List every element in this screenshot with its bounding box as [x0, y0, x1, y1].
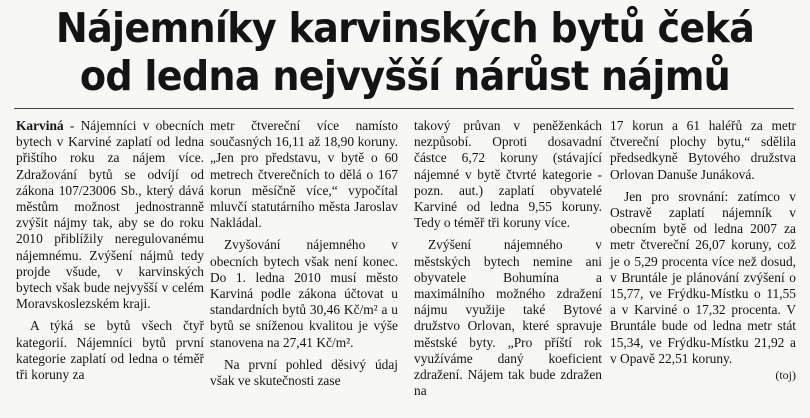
- article-column-2: [210, 118, 398, 389]
- paragraph: [210, 237, 398, 350]
- paragraph: [16, 118, 204, 312]
- article-column-1: [16, 118, 204, 383]
- paragraph-text: - Nájemníci v obecních bytech v Karviné zaplatí od ledna přištího roku za nájem více. Zdražování bytů se odvíjí od zákona 107/23006 Sb., který dává městům možnost jednostranně zvýšit nájmy tak, aby se do roku 2010 přiblížily neregulovanému nájemnému. Zvýšení nájmů tedy projde všude, v karvinských bytech však bude nejvyšší v celém Moravskoslezském kraji.: [16, 118, 204, 312]
- paragraph: [414, 118, 602, 231]
- paragraph-text: A týká se bytů všech čtyř kategorií. Nájemníci bytů první kategorie zaplatí od ledna o téměř tři koruny za: [16, 318, 204, 383]
- article-column-3: [414, 118, 602, 399]
- headline-line-1: Nájemníky karvinských bytů čeká: [55, 4, 755, 52]
- paragraph-text: Jen pro srovnání: zatímco v Ostravě zaplatí nájemník v obecním bytě od ledna 2007 za metr čtvereční 26,07 koruny, což je o 5,29 procenta více než dosud, v Bruntále je plánování zvýšení o 15,77, ve Frýdku-Místku o 11,55 a v Karviné o 17,32 procenta. V Bruntále bude od ledna metr stát 15,34, ve Frýdku-Místku 21,92 a v Opavě 22,51 koruny.: [610, 188, 796, 366]
- paragraph: [610, 189, 796, 367]
- paragraph-text: 17 korun a 61 haléřů za metr čtvereční plochy bytu,“ sdělila předsedkyně Bytového družstva Orlovan Danuše Junáková.: [610, 118, 796, 182]
- dateline: Karviná: [16, 118, 64, 133]
- paragraph: [610, 118, 796, 183]
- headline-line-2: od ledna nejvyšší nárůst nájmů: [79, 52, 731, 100]
- article-column-4: [610, 118, 796, 383]
- paragraph-text: Zvyšování nájemného v obecních bytech však není konec. Do 1. ledna 2010 musí město Karviná podle zákona účtovat u standardních bytů 30,46 Kč/m² a u bytů se sníženou kvalitou je výše stanovena na 27,41 Kč/m².: [210, 237, 398, 350]
- paragraph-text: metr čtvereční více namísto současných 16,11 až 18,90 koruny. „Jen pro představu, v bytě o 60 metrech čtverečních to dělá o 167 korun měsíčně více,“ vypočítal mluvčí statutárního města Jaroslav Nakládal.: [210, 118, 398, 231]
- paragraph: [414, 237, 602, 399]
- author-signature: (toj): [775, 368, 796, 383]
- paragraph: [210, 118, 398, 231]
- paragraph: [16, 318, 204, 383]
- paragraph-text: takový průvan v peněženkách nezpůsobí. Oproti dosavadní částce 6,72 koruny (stávající nájemné v bytě čtvrté kategorie - pozn. aut.) zaplatí obyvatelé Karviné od ledna 9,55 koruny. Tedy o téměř tři koruny více.: [414, 118, 602, 231]
- headline-divider: [14, 108, 794, 109]
- paragraph: [210, 357, 398, 389]
- paragraph-text: Na první pohled děsivý údaj však ve skutečnosti zase: [210, 356, 398, 389]
- article-headline: [28, 4, 781, 100]
- paragraph-text: Zvýšení nájemného v městských bytech nemine ani obyvatele Bohumína a maximálního možného zdražení nájmu využije také Bytové družstvo Orlovan, které spravuje městské byty. „Pro příští rok využíváme daný koeficient zdražení. Nájem tak bude zdražen na: [414, 237, 602, 399]
